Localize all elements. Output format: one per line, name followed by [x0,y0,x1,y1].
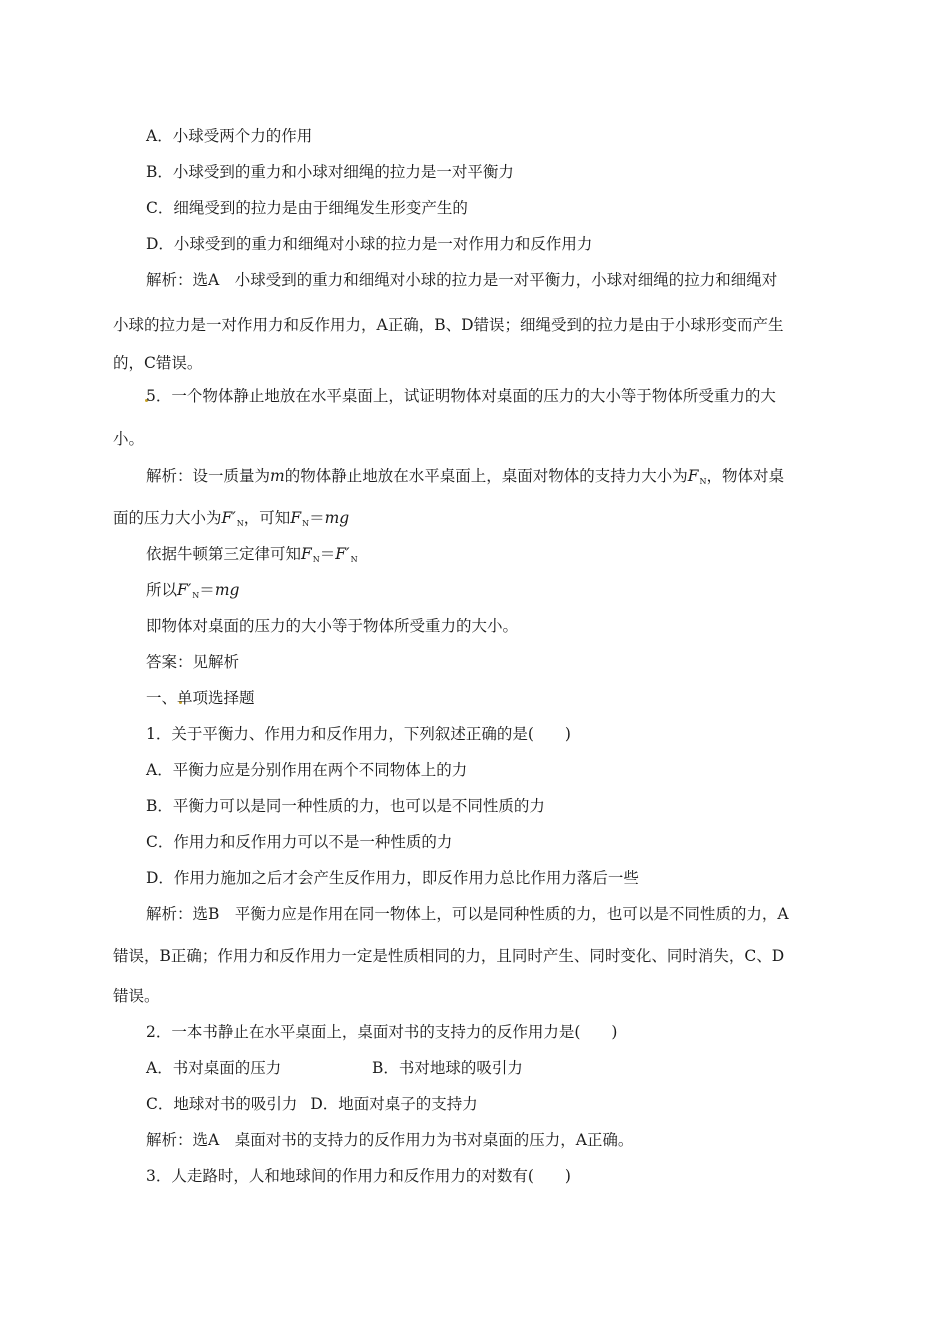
s1-option-a: A．平衡力应是分别作用在两个不同物体上的力 [146,761,468,779]
s2-stem: 2．一本书静止在水平桌面上，桌面对书的支持力的反作用力是( ) [146,1023,618,1041]
s2-options-row-1 [146,1058,523,1078]
s2-options-row-2 [146,1094,478,1114]
s2-option-b: B．书对地球的吸引力 [372,1059,523,1077]
s1-solution-line-2: 错误，B正确；作用力和反作用力一定是性质相同的力，且同时产生、同时变化、同时消失，C、D [113,947,785,965]
q5-answer: 答案：见解析 [146,653,240,671]
q4-solution-line-2: 小球的拉力是一对作用力和反作用力，A正确，B、D错误；细绳受到的拉力是由于小球形变而产生 [113,316,784,334]
s1-option-b: B．平衡力可以是同一种性质的力，也可以是不同性质的力 [146,797,545,815]
q4-option-a: A．小球受两个力的作用 [146,127,313,145]
s1-option-c: C．作用力和反作用力可以不是一种性质的力 [146,833,453,851]
q4-solution-line-1: 解析：选A 小球受到的重力和细绳对小球的拉力是一对平衡力，小球对细绳的拉力和细绳对 [146,271,778,289]
q5-solution-line-2: 面的压力大小为F′N，可知FN＝mg [113,509,350,528]
q5-solution-line-5: 即物体对桌面的压力的大小等于物体所受重力的大小。 [146,617,519,635]
s1-solution-line-1: 解析：选B 平衡力应是作用在同一物体上，可以是同种性质的力，也可以是不同性质的力，A [146,905,789,923]
q4-option-c: C．细绳受到的拉力是由于细绳发生形变产生的 [146,199,468,217]
s2-option-c: C．地球对书的吸引力 [146,1095,298,1113]
q5-stem-line-1: 5．一个物体静止地放在水平桌面上，试证明物体对桌面的压力的大小等于物体所受重力的大 [146,387,776,405]
q4-solution-line-3: 的，C错误。 [113,354,203,372]
s1-stem: 1．关于平衡力、作用力和反作用力，下列叙述正确的是( ) [146,725,571,743]
s2-option-d: D．地面对桌子的支持力 [310,1095,478,1113]
q5-solution-line-3: 依据牛顿第三定律可知FN＝F′N [146,545,358,564]
s2-option-a: A．书对桌面的压力 [146,1059,282,1077]
q4-option-d: D．小球受到的重力和细绳对小球的拉力是一对作用力和反作用力 [146,235,593,253]
s3-stem: 3．人走路时，人和地球间的作用力和反作用力的对数有( ) [146,1167,571,1185]
s2-solution: 解析：选A 桌面对书的支持力的反作用力为书对桌面的压力，A正确。 [146,1131,634,1149]
q4-option-b: B．小球受到的重力和小球对细绳的拉力是一对平衡力 [146,163,514,181]
section-title: 一、单项选择题 [146,689,255,707]
s1-option-d: D．作用力施加之后才会产生反作用力，即反作用力总比作用力落后一些 [146,869,639,887]
q5-solution-line-1: 解析：设一质量为m的物体静止地放在水平桌面上，桌面对物体的支持力大小为FN，物体对桌 [146,467,785,486]
q5-stem-line-2: 小。 [113,430,145,448]
q5-solution-line-4: 所以F′N＝mg [146,581,240,600]
s1-solution-line-3: 错误。 [113,987,160,1005]
